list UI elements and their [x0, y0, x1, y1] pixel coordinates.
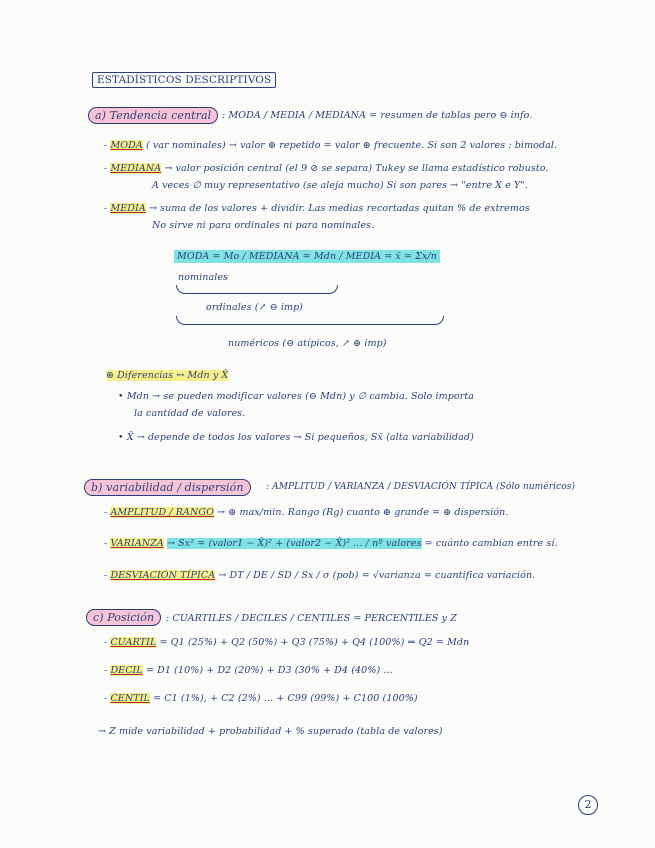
media-line: - MEDIA → suma de los valores + dividir. Las medias recortadas quitan % de extremos [104, 203, 530, 214]
centil-term: CENTIL [110, 693, 150, 704]
amplitud-term: AMPLITUD / RANGO [110, 507, 214, 518]
diff-mdn: • Mdn → se pueden modificar valores (⊖ Mdn) y ∅ cambia. Solo importa [118, 391, 475, 402]
mediana-term: MEDIANA [110, 163, 162, 174]
varianza-line: - VARIANZA → Sx² = (valor1 − X̄)² + (valor2 − X̄)² ... / nº valores = cuánto cambian entre sí. [104, 538, 558, 549]
desviacion-text: → DT / DE / SD / Sx / σ (pob) = √varianza = cuantifica variación. [218, 570, 536, 581]
central-formula: MODA = Mo / MEDIANA = Mdn / MEDIA = x̄ = Σx/n [174, 250, 440, 263]
desviacion-term: DESVIACIÓN TÍPICA [110, 570, 216, 581]
section-c-heading: c) Posición [86, 611, 161, 624]
amplitud-line: - AMPLITUD / RANGO → ⊕ max/min. Rango (Rg) cuanto ⊕ grande = ⊕ dispersión. [104, 507, 509, 518]
ordinales-brace [176, 316, 444, 325]
nominales-label: nominales [178, 272, 229, 283]
section-b-summary: : AMPLITUD / VARIANZA / DESVIACIÓN TÍPICA (Sólo numéricos) [266, 482, 576, 492]
section-a-heading: a) Tendencia central [88, 107, 218, 124]
varianza-term: VARIANZA [110, 538, 164, 549]
amplitud-text: → ⊕ max/min. Rango (Rg) cuanto ⊕ grande = ⊕ dispersión. [217, 507, 509, 518]
media-text-2: No sirve ni para ordinales ni para nominales. [152, 220, 375, 231]
ordinales-label: ordinales (↗ ⊖ imp) [206, 302, 304, 313]
desviacion-line: - DESVIACIÓN TÍPICA → DT / DE / SD / Sx / σ (pob) = √varianza = cuantifica variación. [104, 570, 536, 581]
numericos-label: numéricos (⊖ atípicos, ↗ ⊕ imp) [228, 338, 387, 349]
moda-text: ( var nominales) → valor ⊕ repetido = valor ⊕ frecuente. Si son 2 valores : bimodal. [145, 140, 558, 151]
centil-text: = C1 (1%), + C2 (2%) ... + C99 (99%) + C100 (100%) [153, 693, 418, 704]
cuartil-text: = Q1 (25%) + Q2 (50%) + Q3 (75%) + Q4 (100%) ⇒ Q2 = Mdn [159, 637, 470, 648]
decil-line: - DECIL = D1 (10%) + D2 (20%) + D3 (30% + D4 (40%) ... [104, 665, 393, 676]
mediana-line: - MEDIANA → valor posición central (el 9 ⊘ se separa) Tukey se llama estadístico robusto. [104, 163, 549, 174]
diferencias-heading: ⊛ Diferencias ↔ Mdn y X̄ [106, 370, 229, 381]
z-line: → Z mide variabilidad + probabilidad + % superado (tabla de valores) [98, 726, 443, 737]
varianza-formula: → Sx² = (valor1 − X̄)² + (valor2 − X̄)² ... / nº valores [166, 538, 422, 549]
section-b-heading: b) variabilidad / dispersión [84, 479, 251, 496]
section-c-summary: : CUARTILES / DECILES / CENTILES = PERCENTILES y Z [166, 613, 457, 624]
page-title: ESTADÍSTICOS DESCRIPTIVOS [92, 72, 276, 88]
cuartil-term: CUARTIL [110, 637, 157, 648]
mediana-text: → valor posición central (el 9 ⊘ se separa) Tukey se llama estadístico robusto. [164, 163, 549, 174]
diff-mean: • X̄ → depende de todos los valores → Si pequeños, Sx̄ (alta variabilidad) [118, 432, 474, 443]
varianza-text: = cuánto cambian entre sí. [424, 538, 558, 549]
media-term: MEDIA [110, 203, 146, 214]
cuartil-line: - CUARTIL = Q1 (25%) + Q2 (50%) + Q3 (75%) + Q4 (100%) ⇒ Q2 = Mdn [104, 637, 470, 648]
centil-line: - CENTIL = C1 (1%), + C2 (2%) ... + C99 (99%) + C100 (100%) [104, 693, 418, 704]
decil-text: = D1 (10%) + D2 (20%) + D3 (30% + D4 (40%) ... [145, 665, 393, 676]
mediana-text-2: A veces ∅ muy representativo (se aleja mucho) Si son pares → "entre X e Y". [152, 180, 528, 191]
nominales-brace [176, 285, 338, 294]
page-number: 2 [578, 795, 598, 815]
section-a-summary: : MODA / MEDIA / MEDIANA = resumen de tablas pero ⊖ info. [222, 110, 533, 121]
media-text: → suma de los valores + dividir. Las medias recortadas quitan % de extremos [148, 203, 530, 214]
moda-term: MODA [110, 140, 143, 151]
decil-term: DECIL [110, 665, 143, 676]
moda-line: - MODA ( var nominales) → valor ⊕ repetido = valor ⊕ frecuente. Si son 2 valores : bimodal. [104, 140, 558, 151]
diff-mdn-2: la cantidad de valores. [134, 408, 246, 419]
